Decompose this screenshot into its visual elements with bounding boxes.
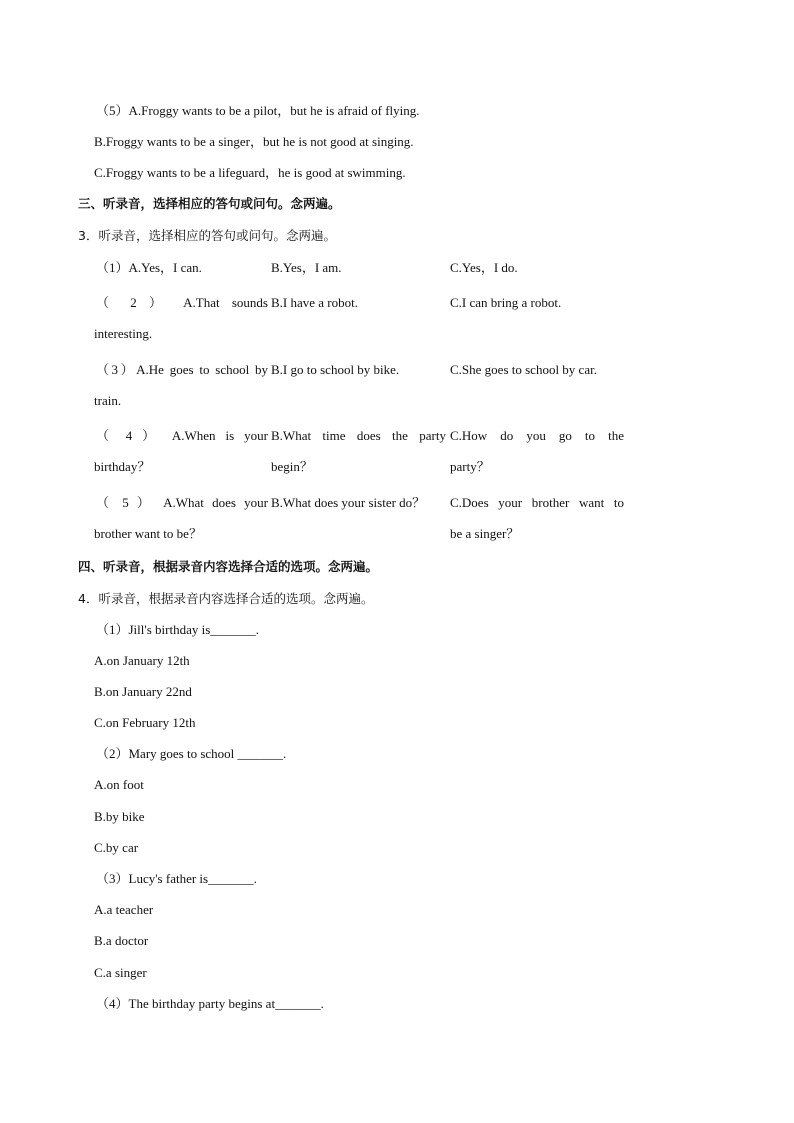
q3-row4-b-line2: begin？ [271, 459, 313, 474]
q4-item3-option-a: A.a teacher [94, 902, 154, 917]
q4-item3-option-b: B.a doctor [94, 933, 149, 948]
q4-item1-option-c: C.on February 12th [94, 715, 196, 730]
q3-row5-c-line1: C.Does your brother want to [450, 495, 624, 510]
item5-option-a: （5）A.Froggy wants to be a pilot，but he is afraid of flying. [96, 103, 420, 118]
q3-row3-a-line1: （3）A.He goes to school by [96, 362, 268, 377]
q3-row2-option-c: C.I can bring a robot. [450, 295, 562, 310]
q3-row4-a-line2: birthday？ [94, 459, 151, 474]
q3-row5-option-c [450, 495, 624, 542]
q4-item2-option-a: A.on foot [94, 777, 144, 792]
q3-row1-option-a: （1）A.Yes，I can. [96, 260, 202, 275]
question4-title: 4．听录音，根据录音内容选择合适的选项。念两遍。 [78, 591, 374, 606]
q3-row4-b-line1: B.What time does the party [271, 428, 446, 443]
q3-row4-c-line2: party？ [450, 459, 490, 474]
q3-row1-option-b: B.Yes，I am. [271, 260, 342, 275]
q3-row5-a-line1: （ 5 ） A.What does your [96, 495, 268, 510]
q3-row4-a-line1: （ 4 ） A.When is your [96, 428, 268, 443]
q4-item1-option-b: B.on January 22nd [94, 684, 192, 699]
item5-option-b: B.Froggy wants to be a singer，but he is not good at singing. [94, 134, 414, 149]
q3-row5-a-line2: brother want to be？ [94, 526, 202, 541]
question3-title: 3．听录音，选择相应的答句或问句。念两遍。 [78, 228, 336, 243]
q3-row3-a-line2: train. [94, 393, 122, 408]
section4-heading: 四、听录音，根据录音内容选择合适的选项。念两遍。 [78, 559, 379, 574]
q3-row3-option-c: C.She goes to school by car. [450, 362, 597, 377]
q4-item1-option-a: A.on January 12th [94, 653, 190, 668]
q4-item2-option-c: C.by car [94, 840, 139, 855]
q4-item1-stem: （1）Jill's birthday is_______. [96, 622, 260, 637]
q3-row4-option-b [271, 428, 446, 475]
q3-row5-option-b: B.What does your sister do？ [271, 495, 426, 510]
q3-row2-a-line2: interesting. [94, 326, 153, 341]
q3-row1-option-c: C.Yes，I do. [450, 260, 518, 275]
q4-item2-stem: （2）Mary goes to school _______. [96, 746, 287, 761]
q3-row4-c-line1: C.How do you go to the [450, 428, 624, 443]
section3-heading: 三、听录音，选择相应的答句或问句。念两遍。 [78, 196, 341, 211]
q3-row2-option-a [96, 295, 268, 342]
q3-row5-option-a [96, 495, 268, 542]
q3-row3-option-a [96, 362, 268, 409]
q3-row5-c-line2: be a singer？ [450, 526, 520, 541]
q4-item3-option-c: C.a singer [94, 965, 147, 980]
q3-row4-option-c [450, 428, 624, 475]
q4-item3-stem: （3）Lucy's father is_______. [96, 871, 257, 886]
q3-row4-option-a [96, 428, 268, 475]
q3-row2-a-line1: （ 2 ） A.That sounds [96, 295, 268, 310]
q4-item2-option-b: B.by bike [94, 809, 145, 824]
q4-item4-stem: （4）The birthday party begins at_______. [96, 996, 324, 1011]
q3-row2-option-b: B.I have a robot. [271, 295, 359, 310]
item5-option-c: C.Froggy wants to be a lifeguard，he is good at swimming. [94, 165, 406, 180]
q3-row3-option-b: B.I go to school by bike. [271, 362, 400, 377]
